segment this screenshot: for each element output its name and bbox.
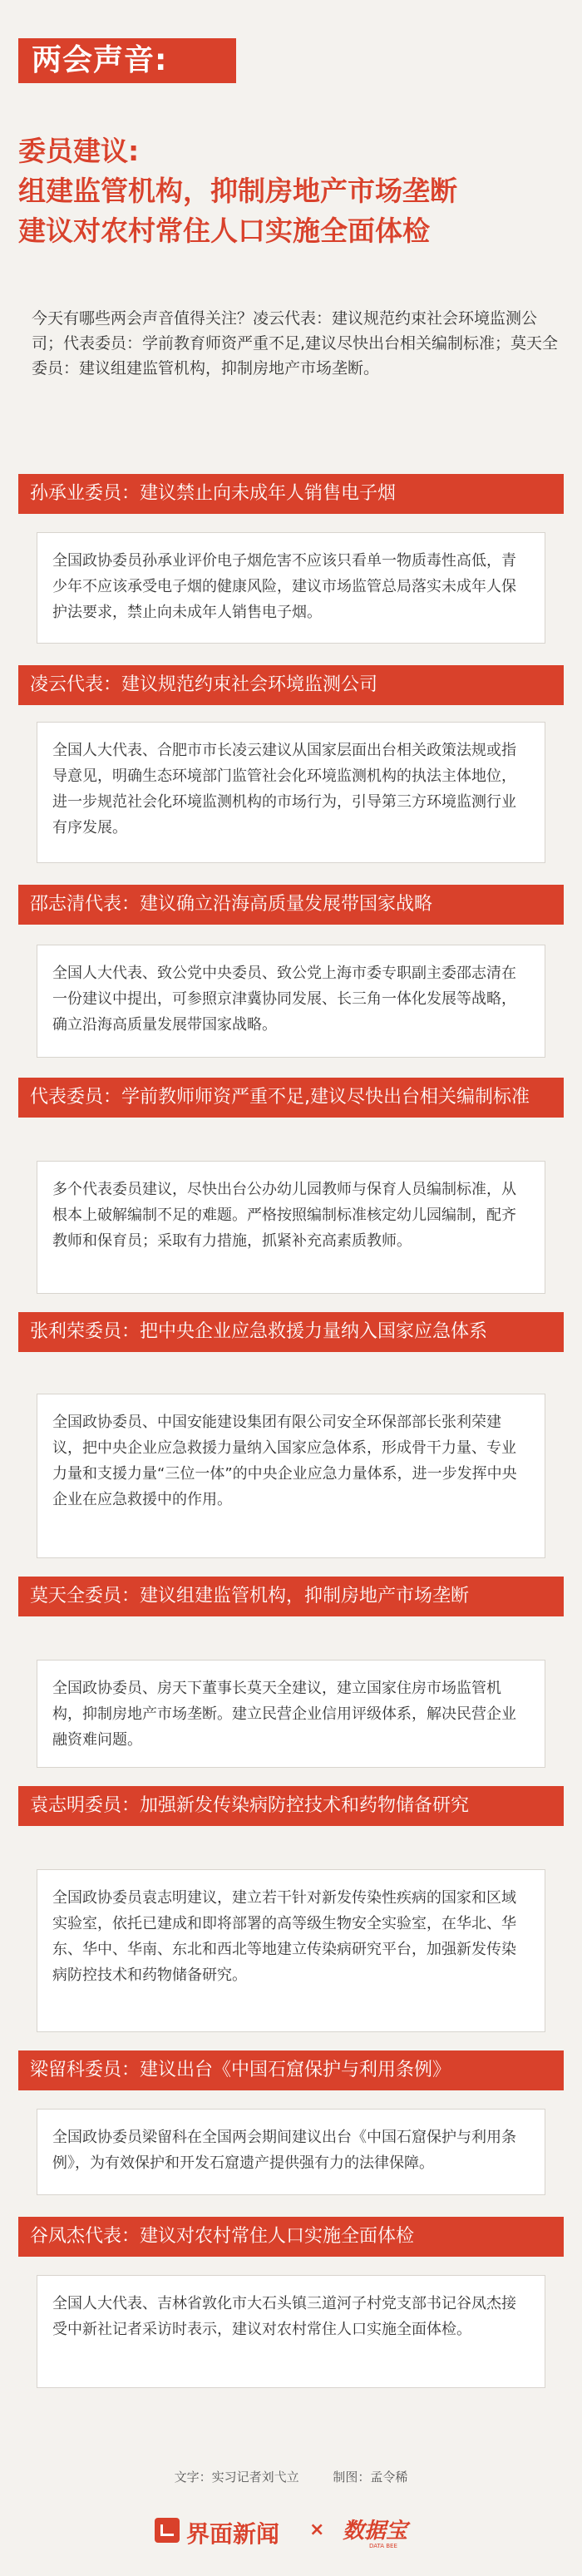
intro-paragraph: 今天有哪些两会声音值得关注？凌云代表：建议规范约束社会环境监测公司；代表委员：学前教育师资严重不足,建议尽快出台相关编制标准；莫天全委员：建议组建监管机构，抑制房地产市场垄断。 — [32, 309, 559, 378]
credits — [0, 2468, 582, 2485]
section-title: 梁留科委员：建议出台《中国石窟保护与利用条例》 — [18, 2050, 564, 2090]
section-title: 邵志清代表：建议确立沿海高质量发展带国家战略 — [18, 885, 564, 925]
section-body: 多个代表委员建议，尽快出台公办幼儿园教师与保育人员编制标准，从根本上破解编制不足的难题。严格按照编制标准核定幼儿园编制，配齐教师和保育员；采取有力措施，抓紧补充高素质教师。 — [37, 1161, 545, 1294]
section-title: 谷凤杰代表：建议对农村常住人口实施全面体检 — [18, 2217, 564, 2257]
section-body: 全国人大代表、吉林省敦化市大石头镇三道河子村党支部书记谷凤杰接受中新社记者采访时表示，建议对农村常住人口实施全面体检。 — [37, 2275, 545, 2388]
section-body: 全国政协委员、中国安能建设集团有限公司安全环保部部长张利荣建议，把中央企业应急救援力量纳入国家应急体系，形成骨干力量、专业力量和支援力量“三位一体”的中央企业应急力量体系，进一步发挥中央企业在应急救援中的作用。 — [37, 1394, 545, 1558]
data-bee-logo-icon — [339, 2513, 431, 2549]
author-credit: 文字：实习记者刘弋立 — [174, 2470, 299, 2485]
page-title: 两会声音: — [18, 38, 236, 83]
section-body: 全国政协委员袁志明建议，建立若干针对新发传染性疾病的国家和区域实验室，依托已建成和即将部署的高等级生物安全实验室，在华北、华东、华中、华南、东北和西北等地建立传染病研究平台，加强新发传染病防控技术和药物储备研究。 — [37, 1869, 545, 2032]
brand-footer — [0, 2511, 582, 2553]
headline — [18, 131, 567, 251]
section-body: 全国人大代表、合肥市市长凌云建议从国家层面出台相关政策法规或指导意见，明确生态环境部门监管社会化环境监测机构的执法主体地位，进一步规范社会化环境监测机构的市场行为，引导第三方环境监测行业有序发展。 — [37, 722, 545, 863]
section-title: 莫天全委员：建议组建监管机构，抑制房地产市场垄断 — [18, 1577, 564, 1616]
design-credit: 制图：孟令稀 — [333, 2470, 408, 2485]
section-body: 全国政协委员、房天下董事长莫天全建议，建立国家住房市场监管机构，抑制房地产市场垄断。建立民营企业信用评级体系，解决民营企业融资难问题。 — [37, 1660, 545, 1768]
data-bee-logo-text: 数据宝 — [343, 2519, 408, 2544]
headline-line: 建议对农村常住人口实施全面体检 — [18, 215, 430, 247]
section-title: 孙承业委员：建议禁止向未成年人销售电子烟 — [18, 474, 564, 514]
headline-line: 组建监管机构，抑制房地产市场垄断 — [18, 175, 457, 207]
data-bee-logo-subtext: DATA BEE — [369, 2543, 397, 2549]
section-title: 代表委员：学前教师师资严重不足,建议尽快出台相关编制标准 — [18, 1078, 564, 1118]
section-title: 凌云代表：建议规范约束社会环境监测公司 — [18, 665, 564, 705]
section-body: 全国人大代表、致公党中央委员、致公党上海市委专职副主委邵志清在一份建议中提出，可参照京津冀协同发展、长三角一体化发展等战略，确立沿海高质量发展带国家战略。 — [37, 945, 545, 1058]
section-title: 张利荣委员：把中央企业应急救援力量纳入国家应急体系 — [18, 1312, 564, 1352]
jiemian-logo-icon — [155, 2518, 180, 2543]
headline-line: 委员建议: — [18, 135, 140, 167]
jiemian-name: 界面新闻 — [186, 2520, 280, 2548]
section-title: 袁志明委员：加强新发传染病防控技术和药物储备研究 — [18, 1786, 564, 1826]
section-body: 全国政协委员梁留科在全国两会期间建议出台《中国石窟保护与利用条例》，为有效保护和开发石窟遗产提供强有力的法律保障。 — [37, 2109, 545, 2195]
section-body: 全国政协委员孙承业评价电子烟危害不应该只看单一物质毒性高低，青少年不应该承受电子烟的健康风险，建议市场监管总局落实未成年人保护法要求，禁止向未成年人销售电子烟。 — [37, 532, 545, 644]
times-symbol: × — [309, 2519, 325, 2540]
